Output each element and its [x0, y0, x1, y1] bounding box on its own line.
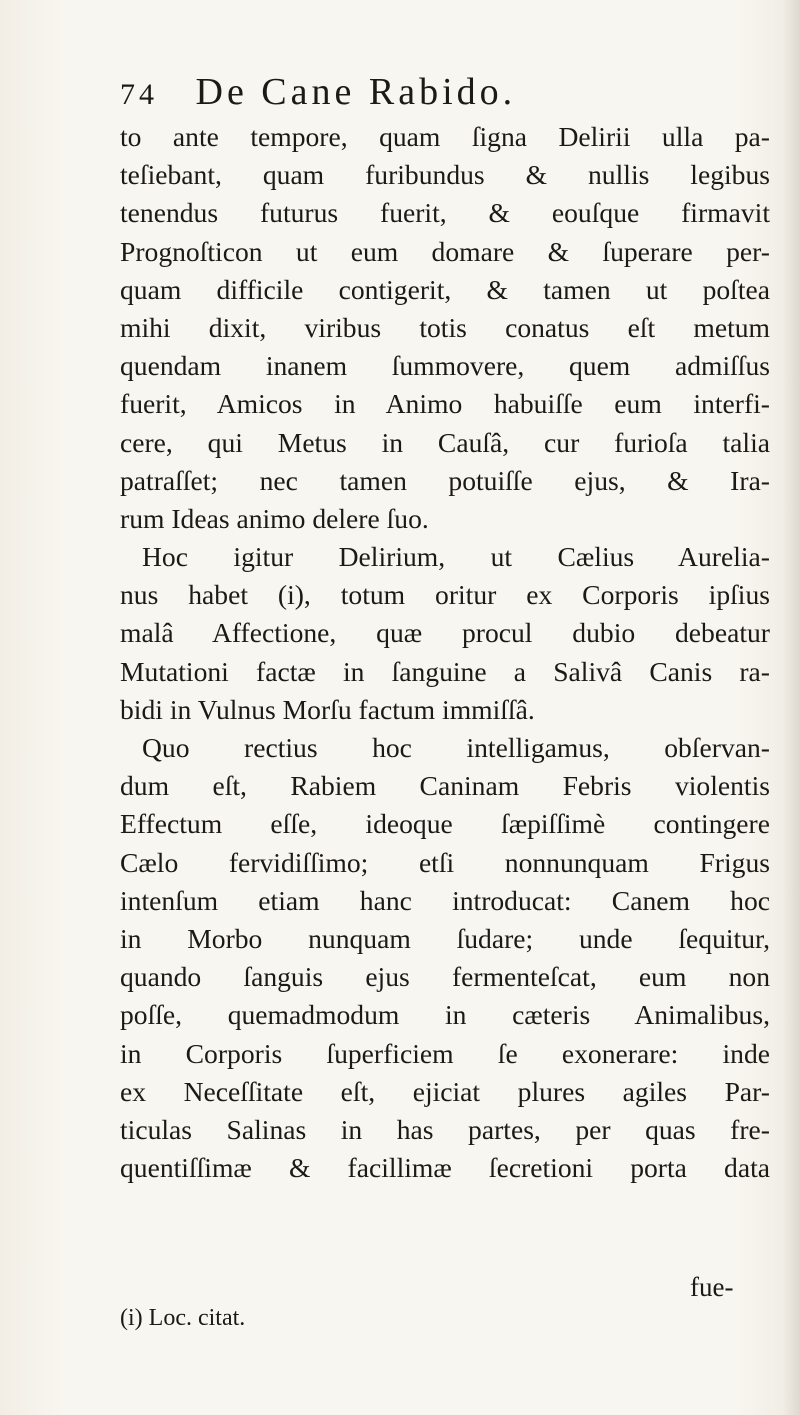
text-line: ex Neceſſitate eſt, ejiciat plures agiles Par-	[120, 1075, 770, 1107]
running-title: De Cane Rabido.	[195, 71, 517, 113]
page-edge-shadow	[782, 0, 800, 1415]
text-line: cere, qui Metus in Cauſâ, cur furioſa talia	[120, 426, 770, 458]
text-line: in Corporis ſuperficiem ſe exonerare: inde	[120, 1037, 770, 1069]
text-line: Quo rectius hoc intelligamus, obſervan-	[142, 732, 770, 763]
text-line: quendam inanem ſummovere, quem admiſſus	[120, 350, 770, 382]
text-line: intenſum etiam hanc introducat: Canem hoc	[120, 884, 770, 916]
text-line: Effectum eſſe, ideoque ſæpiſſimè contingere	[120, 808, 770, 840]
text-line: quando ſanguis ejus fermenteſcat, eum non	[120, 961, 770, 993]
text-line: to ante tempore, quam ſigna Delirii ulla pa-	[120, 121, 770, 152]
text-line: ticulas Salinas in has partes, per quas fre-	[120, 1113, 770, 1145]
text-line: Hoc igitur Delirium, ut Cælius Aurelia-	[142, 541, 770, 573]
main-text	[120, 118, 770, 1187]
text-line: fuerit, Amicos in Animo habuiſſe eum interfi-	[120, 388, 770, 420]
text-line: malâ Affectione, quæ procul dubio debeatur	[120, 617, 770, 649]
text-line: in Morbo nunquam ſudare; unde ſequitur,	[120, 922, 770, 954]
text-line: patraſſet; nec tamen potuiſſe ejus, & Ira-	[120, 464, 770, 496]
text-line: quam difficile contigerit, & tamen ut poſtea	[120, 273, 770, 305]
text-line: Prognoſticon ut eum domare & ſuperare per-	[120, 235, 770, 267]
text-line: nus habet (i), totum oritur ex Corporis ipſius	[120, 579, 770, 611]
page-number: 74	[120, 78, 158, 111]
text-line: dum eſt, Rabiem Caninam Febris violentis	[120, 770, 770, 802]
text-line: bidi in Vulnus Morſu factum immiſſâ.	[120, 693, 535, 725]
text-line: teſiebant, quam furibundus & nullis legibus	[120, 159, 770, 191]
text-line: rum Ideas animo delere ſuo.	[120, 502, 429, 534]
text-line: mihi dixit, viribus totis conatus eſt metum	[120, 311, 770, 343]
text-line: tenendus futurus fuerit, & eouſque firmavit	[120, 197, 770, 229]
catchword: fue-	[690, 1272, 734, 1302]
text-line: Mutationi factæ in ſanguine a Salivâ Canis ra-	[120, 655, 770, 687]
text-line: quentiſſimæ & facillimæ ſecretioni porta data	[120, 1152, 770, 1184]
running-header	[120, 70, 740, 120]
text-line: Cælo fervidiſſimo; etſi nonnunquam Frigus	[120, 846, 770, 878]
text-line: poſſe, quemadmodum in cæteris Animalibus,	[120, 999, 770, 1031]
footnote: (i) Loc. citat.	[120, 1305, 246, 1331]
